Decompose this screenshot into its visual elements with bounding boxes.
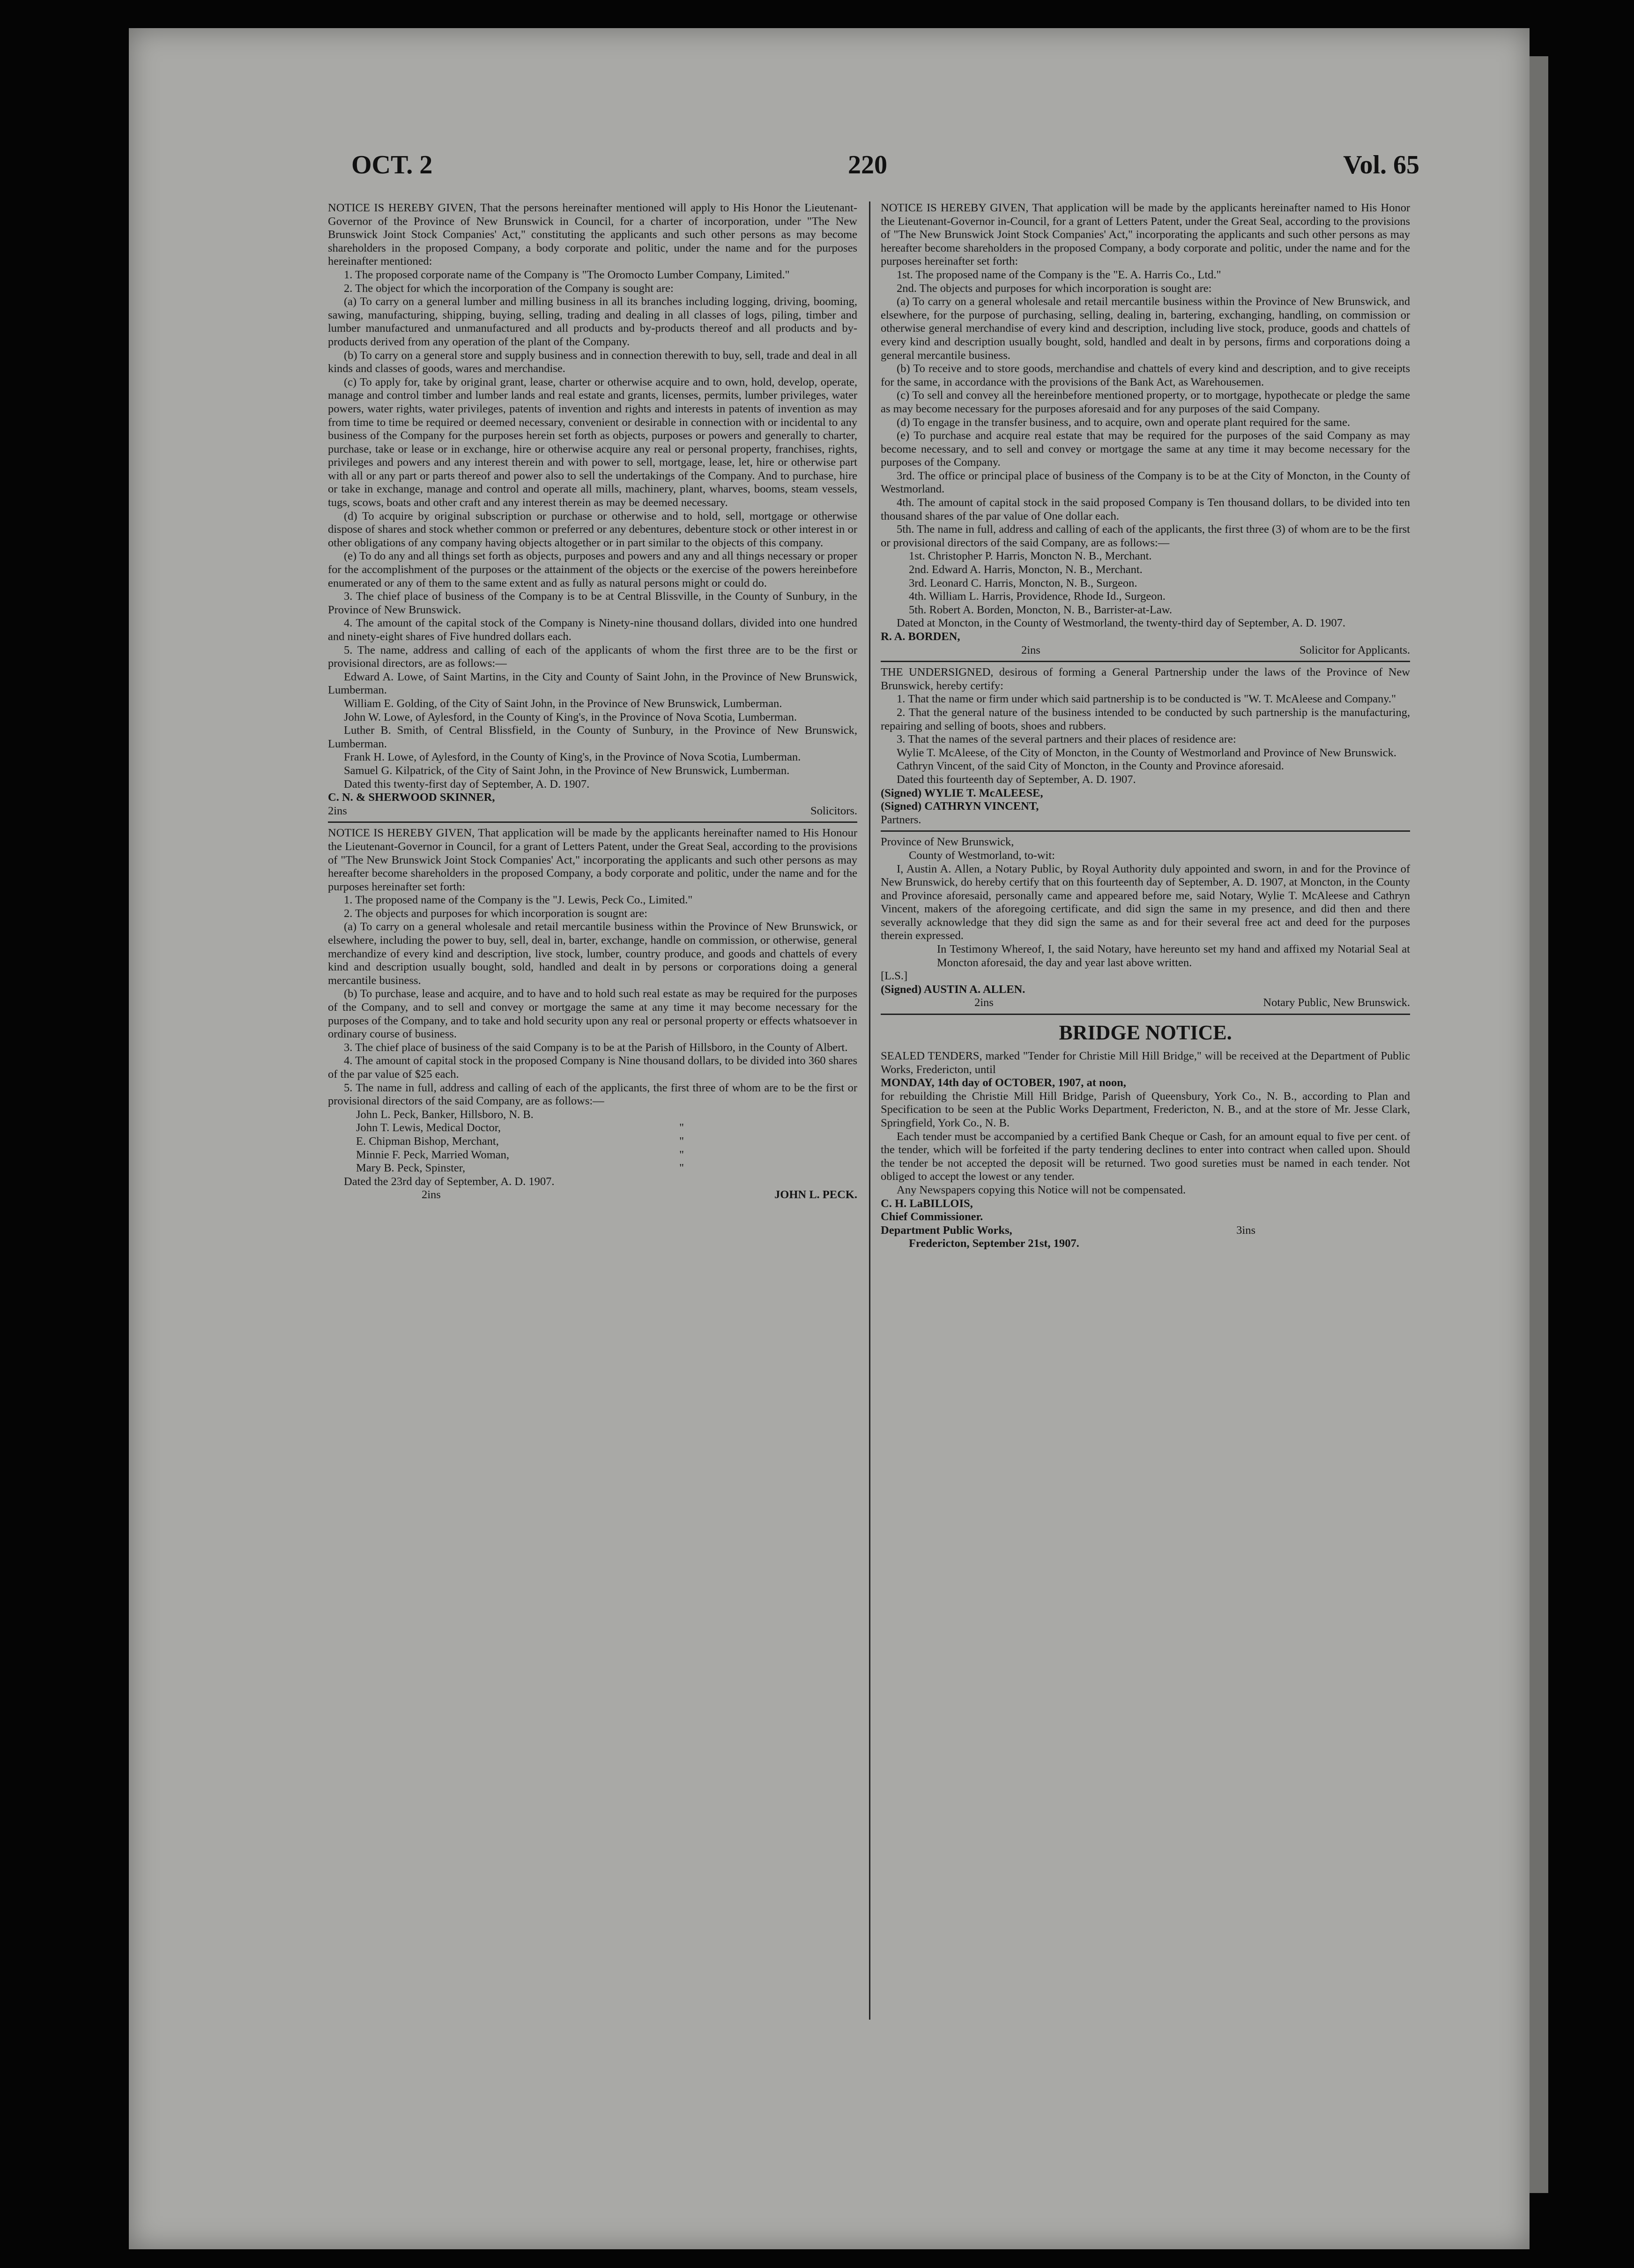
ditto-mark: " — [679, 1121, 684, 1134]
notice-paragraph: 3. The chief place of business of the Company is to be at Central Blissville, in the County of Sunbury, in the Province of New Brunswick. — [328, 590, 857, 616]
tender-date: MONDAY, 14th day of OCTOBER, 1907, at noon, — [881, 1076, 1126, 1089]
notice-paragraph: (b) To carry on a general store and supply business and in connection therewith to buy, sell, trade and deal in all kinds and classes of goods, wares and merchandise. — [328, 349, 857, 375]
applicant-entry: John W. Lowe, of Aylesford, in the County of King's, in the Province of Nova Scotia, Lumberman. — [344, 710, 797, 724]
insertion-count: 2ins — [422, 1188, 441, 1201]
notice-paragraph: 4. The amount of capital stock in the proposed Company is Nine thousand dollars, to be divided into 360 shares of the par value of $25 each. — [328, 1054, 857, 1081]
notice-paragraph: (c) To apply for, take by original grant, lease, charter or otherwise acquire and to own, hold, develop, operate, manage and control timber and lumber lands and real estate and grants, licenses, permits, lumber privileges, water powers, water rights, water privileges, patents of invention and rights and interests in patents of invention as may from time to time be required or deemed necessary, convenient or desirable in connection with or incidental to any business of the Company for the purposes herein set forth as objects, purposes or powers and generally to charter, purchase, take or lease or in exchange, hire or otherwise acquire any real or personal property, franchises, rights, privileges and powers and any interest therein and with power to sell, mortgage, lease, let, hire or otherwise part with all or any part or parts thereof and power also to sell the undertakings of the Company. And to purchase, hire or take in exchange, manage and control and operate all mills, machinery, plant, wharves, booms, steam vessels, tugs, scows, boats and other craft and any interest therein as may be deemed necessary. — [328, 375, 857, 509]
notice-paragraph: 3. That the names of the several partners and their places of residence are: — [897, 733, 1236, 746]
notary-signature: (Signed) AUSTIN A. ALLEN. — [881, 983, 1025, 996]
page-header — [220, 150, 1419, 187]
notice-paragraph: 3. The chief place of business of the said Company is to be at the Parish of Hillsboro, in the County of Albert. — [344, 1041, 848, 1054]
insertion-row — [881, 996, 1410, 1010]
right-column — [881, 201, 1410, 1251]
signer-role: Solicitors. — [810, 804, 857, 817]
insertion-count: 3ins — [1236, 1224, 1255, 1237]
notice-divider — [881, 661, 1410, 662]
partner-signature: (Signed) CATHRYN VINCENT, — [881, 800, 1039, 813]
page-number: 220 — [848, 150, 887, 179]
notice-paragraph: (a) To carry on a general lumber and milling business in all its branches including logging, driving, booming, sawing, manufacturing, shipping, buying, selling, trading and dealing in all classes of logs, piling, timber and lumber manufactured and unmanufactured and all products and by-products thereof and all products and by-products derived from any operation of the plant of the Company. — [328, 295, 857, 348]
signer-name: R. A. BORDEN, — [881, 630, 960, 643]
notice-paragraph: 5th. The name in full, address and calling of each of the applicants, the first three (3) of whom are to be the first or provisional directors of the said Company, are as follows:— — [881, 523, 1410, 549]
notice-paragraph: 5. The name, address and calling of each of the applicants of whom the first three are to be the first or provisional directors, are as follows:— — [328, 643, 857, 670]
harris-company-notice — [881, 201, 1410, 657]
notice-paragraph: 2. The objects and purposes for which incorporation is sougnt are: — [344, 907, 647, 920]
insertion-count: 2ins — [1021, 643, 1040, 657]
ditto-mark: " — [679, 1148, 684, 1161]
left-column — [328, 201, 857, 1202]
notice-divider — [881, 1014, 1410, 1015]
partner-entry: Wylie T. McAleese, of the City of Moncton, in the County of Westmorland and Province of New Brunswick. — [897, 746, 1396, 759]
notice-paragraph: (e) To do any and all things set forth as objects, purposes and powers and any and all things necessary or proper for the accomplishment of the purposes or the attainment of the objects or the exercise of the powers hereinbefore enumerated or any of them to the same extent and as fully as natural persons might or could do. — [328, 550, 857, 589]
department-row — [881, 1224, 1255, 1238]
signer-role: Partners. — [881, 813, 921, 826]
notice-paragraph: Each tender must be accompanied by a certified Bank Cheque or Cash, for an amount equal to five per cent. of the tender, which will be forfeited if the party tendering declines to enter into contract when called upon. Should the tender be not accepted the deposit will be returned. Two good sureties must be named in each tender. Not obliged to accept the lowest or any tender. — [881, 1130, 1410, 1183]
applicant-entry: Samuel G. Kilpatrick, of the City of Saint John, in the Province of New Brunswick, Lumberman. — [344, 764, 790, 777]
dated-line: Dated this twenty-first day of September, A. D. 1907. — [344, 777, 590, 791]
notice-intro: SEALED TENDERS, marked "Tender for Christie Mill Hill Bridge," will be received at the Department of Public Works, Fredericton, until — [881, 1050, 1410, 1076]
applicant-entry: Luther B. Smith, of Central Blissfield, in the County of Sunbury, in the Province of New Brunswick, Lumberman. — [328, 724, 857, 750]
applicant-entry: John T. Lewis, Medical Doctor, — [356, 1121, 501, 1134]
director-entry: 1st. Christopher P. Harris, Moncton N. B., Merchant. — [909, 550, 1152, 563]
notice-paragraph: (d) To engage in the transfer business, and to acquire, own and operate plant required for the same. — [897, 416, 1350, 429]
notice-divider — [328, 821, 857, 823]
seal-label: [L.S.] — [881, 970, 908, 983]
notice-intro: THE UNDERSIGNED, desirous of forming a General Partnership under the laws of the Province of New Brunswick, hereby certify: — [881, 666, 1410, 692]
notice-paragraph: 1. That the name or firm under which said partnership is to be conducted is "W. T. McAleese and Company." — [897, 693, 1396, 706]
notice-paragraph: 4th. The amount of capital stock in the said proposed Company is Ten thousand dollars, to be divided into ten thousand shares of the par value of One dollar each. — [881, 496, 1410, 522]
signer-role: Solicitor for Applicants. — [1299, 643, 1410, 657]
dated-line: Dated the 23rd day of September, A. D. 1907. — [344, 1175, 555, 1188]
notary-body: I, Austin A. Allen, a Notary Public, by Royal Authority duly appointed and sworn, in and for the Province of New Brunswick, do hereby certify that on this fourteenth day of September, A. D. 1907, at Moncton, in the County and Province aforesaid, personally came and appeared before me, said Notary, Wylie T. McAleese and Cathryn Vincent, makers of the aforegoing certificate, and did sign the same in my presence, and did then and there severally acknowledge that they did sign the same as and for their several free act and deed for the purposes therein expressed. — [881, 862, 1410, 942]
peck-company-notice — [328, 827, 857, 1202]
department-name: Department Public Works, — [881, 1224, 1012, 1237]
notice-paragraph: 1st. The proposed name of the Company is the "E. A. Harris Co., Ltd." — [897, 268, 1221, 281]
notice-intro: NOTICE IS HEREBY GIVEN, That the persons hereinafter mentioned will apply to His Honor the Lieutenant-Governor of the Province of New Brunswick in Council, for a charter of incorporation, under "The New Brunswick Joint Stock Companies' Act," constituting the applicants and such other persons as may become shareholders in the proposed Company, a body corporate and politic, under the name and for the purposes hereinafter mentioned: — [328, 201, 857, 268]
signer-name: C. N. & SHERWOOD SKINNER, — [328, 791, 495, 804]
signer-name: JOHN L. PECK. — [774, 1188, 857, 1201]
county-line: County of Westmorland, to-wit: — [909, 849, 1055, 862]
volume-number: Vol. 65 — [1343, 150, 1419, 179]
signer-role: Chief Commissioner. — [881, 1210, 983, 1224]
partner-entry: Cathryn Vincent, of the said City of Moncton, in the County and Province aforesaid. — [897, 760, 1284, 773]
notice-paragraph: 2nd. The objects and purposes for which incorporation is sought are: — [897, 282, 1212, 295]
director-entry: 4th. William L. Harris, Providence, Rhode Id., Surgeon. — [909, 590, 1166, 603]
signer-name: C. H. LaBILLOIS, — [881, 1197, 973, 1210]
signer-role: Notary Public, New Brunswick. — [1263, 996, 1410, 1009]
dated-line: Dated at Moncton, in the County of Westmorland, the twenty-third day of September, A. D. 1907. — [897, 617, 1346, 630]
notice-paragraph: 1. The proposed name of the Company is the "J. Lewis, Peck Co., Limited." — [344, 894, 693, 907]
notice-paragraph: (b) To receive and to store goods, merchandise and chattels of every kind and description, and to give receipts for the same, in accordance with the provisions of the Bank Act, as Warehousemen. — [881, 362, 1410, 388]
insertion-count: 2ins — [328, 804, 347, 817]
notice-paragraph: 1. The proposed corporate name of the Company is "The Oromocto Lumber Company, Limited." — [344, 268, 790, 281]
issue-date: OCT. 2 — [351, 150, 433, 179]
applicant-row — [328, 1121, 684, 1135]
notice-paragraph: (a) To carry on a general wholesale and retail mercantile business within the Province of New Brunswick, or elsewhere, including the power to buy, sell, deal in, barter, exchange, handle on commission, or otherwise, general merchandize of every kind and description, live stock, lumber, country produce, and goods and chattels of every kind and description usually bought, sold, handled and dealt in by persons or corporations doing a general mercantile business. — [328, 920, 857, 987]
insertion-row — [328, 1188, 857, 1202]
dated-line: Dated this fourteenth day of September, A. D. 1907. — [897, 773, 1136, 786]
insertion-count: 2ins — [974, 996, 994, 1009]
applicant-entry: Edward A. Lowe, of Saint Martins, in the City and County of Saint John, in the Province of New Brunswick, Lumberman. — [328, 670, 857, 697]
applicant-row — [328, 1149, 684, 1162]
oromocto-lumber-notice — [328, 201, 857, 818]
page-edge — [1530, 56, 1548, 2193]
applicant-entry: John L. Peck, Banker, Hillsboro, N. B. — [356, 1108, 534, 1121]
bridge-notice — [881, 1019, 1410, 1251]
applicant-row — [328, 1162, 684, 1175]
bridge-notice-heading: BRIDGE NOTICE. — [1059, 1021, 1232, 1044]
director-entry: 2nd. Edward A. Harris, Moncton, N. B., Merchant. — [909, 563, 1143, 576]
notice-paragraph: 3rd. The office or principal place of business of the Company is to be at the City of Moncton, in the County of Westmorland. — [881, 469, 1410, 496]
applicant-row — [328, 1135, 684, 1149]
notice-paragraph: 5. The name in full, address and calling of each of the applicants, the first three of whom are to be the first or provisional directors of the said Company, are as follows:— — [328, 1081, 857, 1108]
notice-intro: NOTICE IS HEREBY GIVEN, That application will be made by the applicants hereinafter named to His Honour the Lieutenant-Governor in Council, for a grant of Letters Patent, under the Great Seal, according to the provisions of "The New Brunswick Joint Stock Companies' Act," incorporating the applicants and such other persons as may hereafter become shareholders in the proposed Company, a body corporate and politic, under the name and for the purposes hereinafter set forth: — [328, 827, 857, 893]
partner-signature: (Signed) WYLIE T. McALEESE, — [881, 786, 1043, 799]
notice-paragraph: (d) To acquire by original subscription or purchase or otherwise and to hold, sell, mortgage or otherwise dispose of shares and stock whether common or preferred or any debentures, debenture stock or other interest in or other obligations of any company having objects altogether or in part similar to the objects of this company. — [328, 509, 857, 549]
applicant-entry: Frank H. Lowe, of Aylesford, in the County of King's, in the Province of Nova Scotia, Lumberman. — [344, 751, 801, 764]
place-date: Fredericton, September 21st, 1907. — [909, 1237, 1079, 1250]
applicant-entry: E. Chipman Bishop, Merchant, — [356, 1134, 499, 1148]
notice-intro: NOTICE IS HEREBY GIVEN, That application will be made by the applicants hereinafter named to His Honor the Lieutenant-Governor in-Council, for a grant of Letters Patent, under the Great Seal, according to the provisions of "The New Brunswick Joint Stock Companies' Act," incorporating the applicants and such other persons as may hereafter become shareholders in the proposed Company, a body corporate and politic, under the name and for the purposes hereinafter set forth: — [881, 201, 1410, 268]
ditto-mark: " — [679, 1162, 684, 1175]
testimony-text: In Testimony Whereof, I, the said Notary, have hereunto set my hand and affixed my Notarial Seal at Moncton aforesaid, the day and year last above written. — [937, 943, 1410, 969]
notice-paragraph: 2. The object for which the incorporation of the Company is sought are: — [344, 282, 674, 295]
province-line: Province of New Brunswick, — [881, 836, 1014, 849]
applicant-entry: William E. Golding, of the City of Saint John, in the Province of New Brunswick, Lumberman. — [344, 697, 782, 710]
director-entry: 5th. Robert A. Borden, Moncton, N. B., Barrister-at-Law. — [909, 603, 1172, 616]
column-divider — [869, 201, 870, 2020]
insertion-row — [328, 805, 857, 818]
notice-paragraph: for rebuilding the Christie Mill Hill Bridge, Parish of Queensbury, York Co., N. B., according to Plan and Specification to be seen at the Public Works Department, Fredericton, N. B., and at the store of Mr. Jesse Clark, Springfield, York Co., N. B. — [881, 1089, 1410, 1129]
notice-paragraph: (e) To purchase and acquire real estate that may be required for the purposes of the said Company as may become necessary, and to sell and convey or mortgage the same at any time it may become necessary for the purposes of the Company. — [881, 429, 1410, 469]
notice-divider — [881, 830, 1410, 832]
applicant-entry: Mary B. Peck, Spinster, — [356, 1162, 466, 1175]
ditto-mark: " — [679, 1134, 684, 1148]
notice-paragraph: (a) To carry on a general wholesale and retail mercantile business within the Province of New Brunswick, and elsewhere, for the purpose of purchasing, selling, dealing in, bartering, exchanging, handling, on commission or otherwise general merchandise of every kind and description, including live stock, produce, goods and chattels of every kind and description usually bought, sold, handled and dealt in by persons, firms and corporations doing a general mercantile business. — [881, 295, 1410, 362]
notice-paragraph: Any Newspapers copying this Notice will not be compensated. — [897, 1183, 1186, 1196]
notice-paragraph: 2. That the general nature of the business intended to be conducted by such partnership is the manufacturing, repairing and selling of boots, shoes and rubbers. — [881, 706, 1410, 732]
notice-paragraph: 4. The amount of the capital stock of the Company is Ninety-nine thousand dollars, divided into one hundred and ninety-eight shares of Five hundred dollars each. — [328, 617, 857, 643]
insertion-row — [881, 644, 1410, 657]
applicant-entry: Minnie F. Peck, Married Woman, — [356, 1148, 509, 1161]
notary-certificate — [881, 836, 1410, 1010]
director-entry: 3rd. Leonard C. Harris, Moncton, N. B., Surgeon. — [909, 576, 1137, 589]
partnership-notice — [881, 666, 1410, 827]
notice-paragraph: (b) To purchase, lease and acquire, and to have and to hold such real estate as may be required for the purposes of the Company, and to sell and convey or mortgage the same at any time it may become necessary for the purposes of the Company, and to take and hold security upon any real or personal property or effects whatsoever in ordinary course of business. — [328, 987, 857, 1041]
notice-paragraph: (c) To sell and convey all the hereinbefore mentioned property, or to mortgage, hypothecate or pledge the same as may become necessary for the purposes aforesaid and for any purposes of the said Company. — [881, 389, 1410, 415]
